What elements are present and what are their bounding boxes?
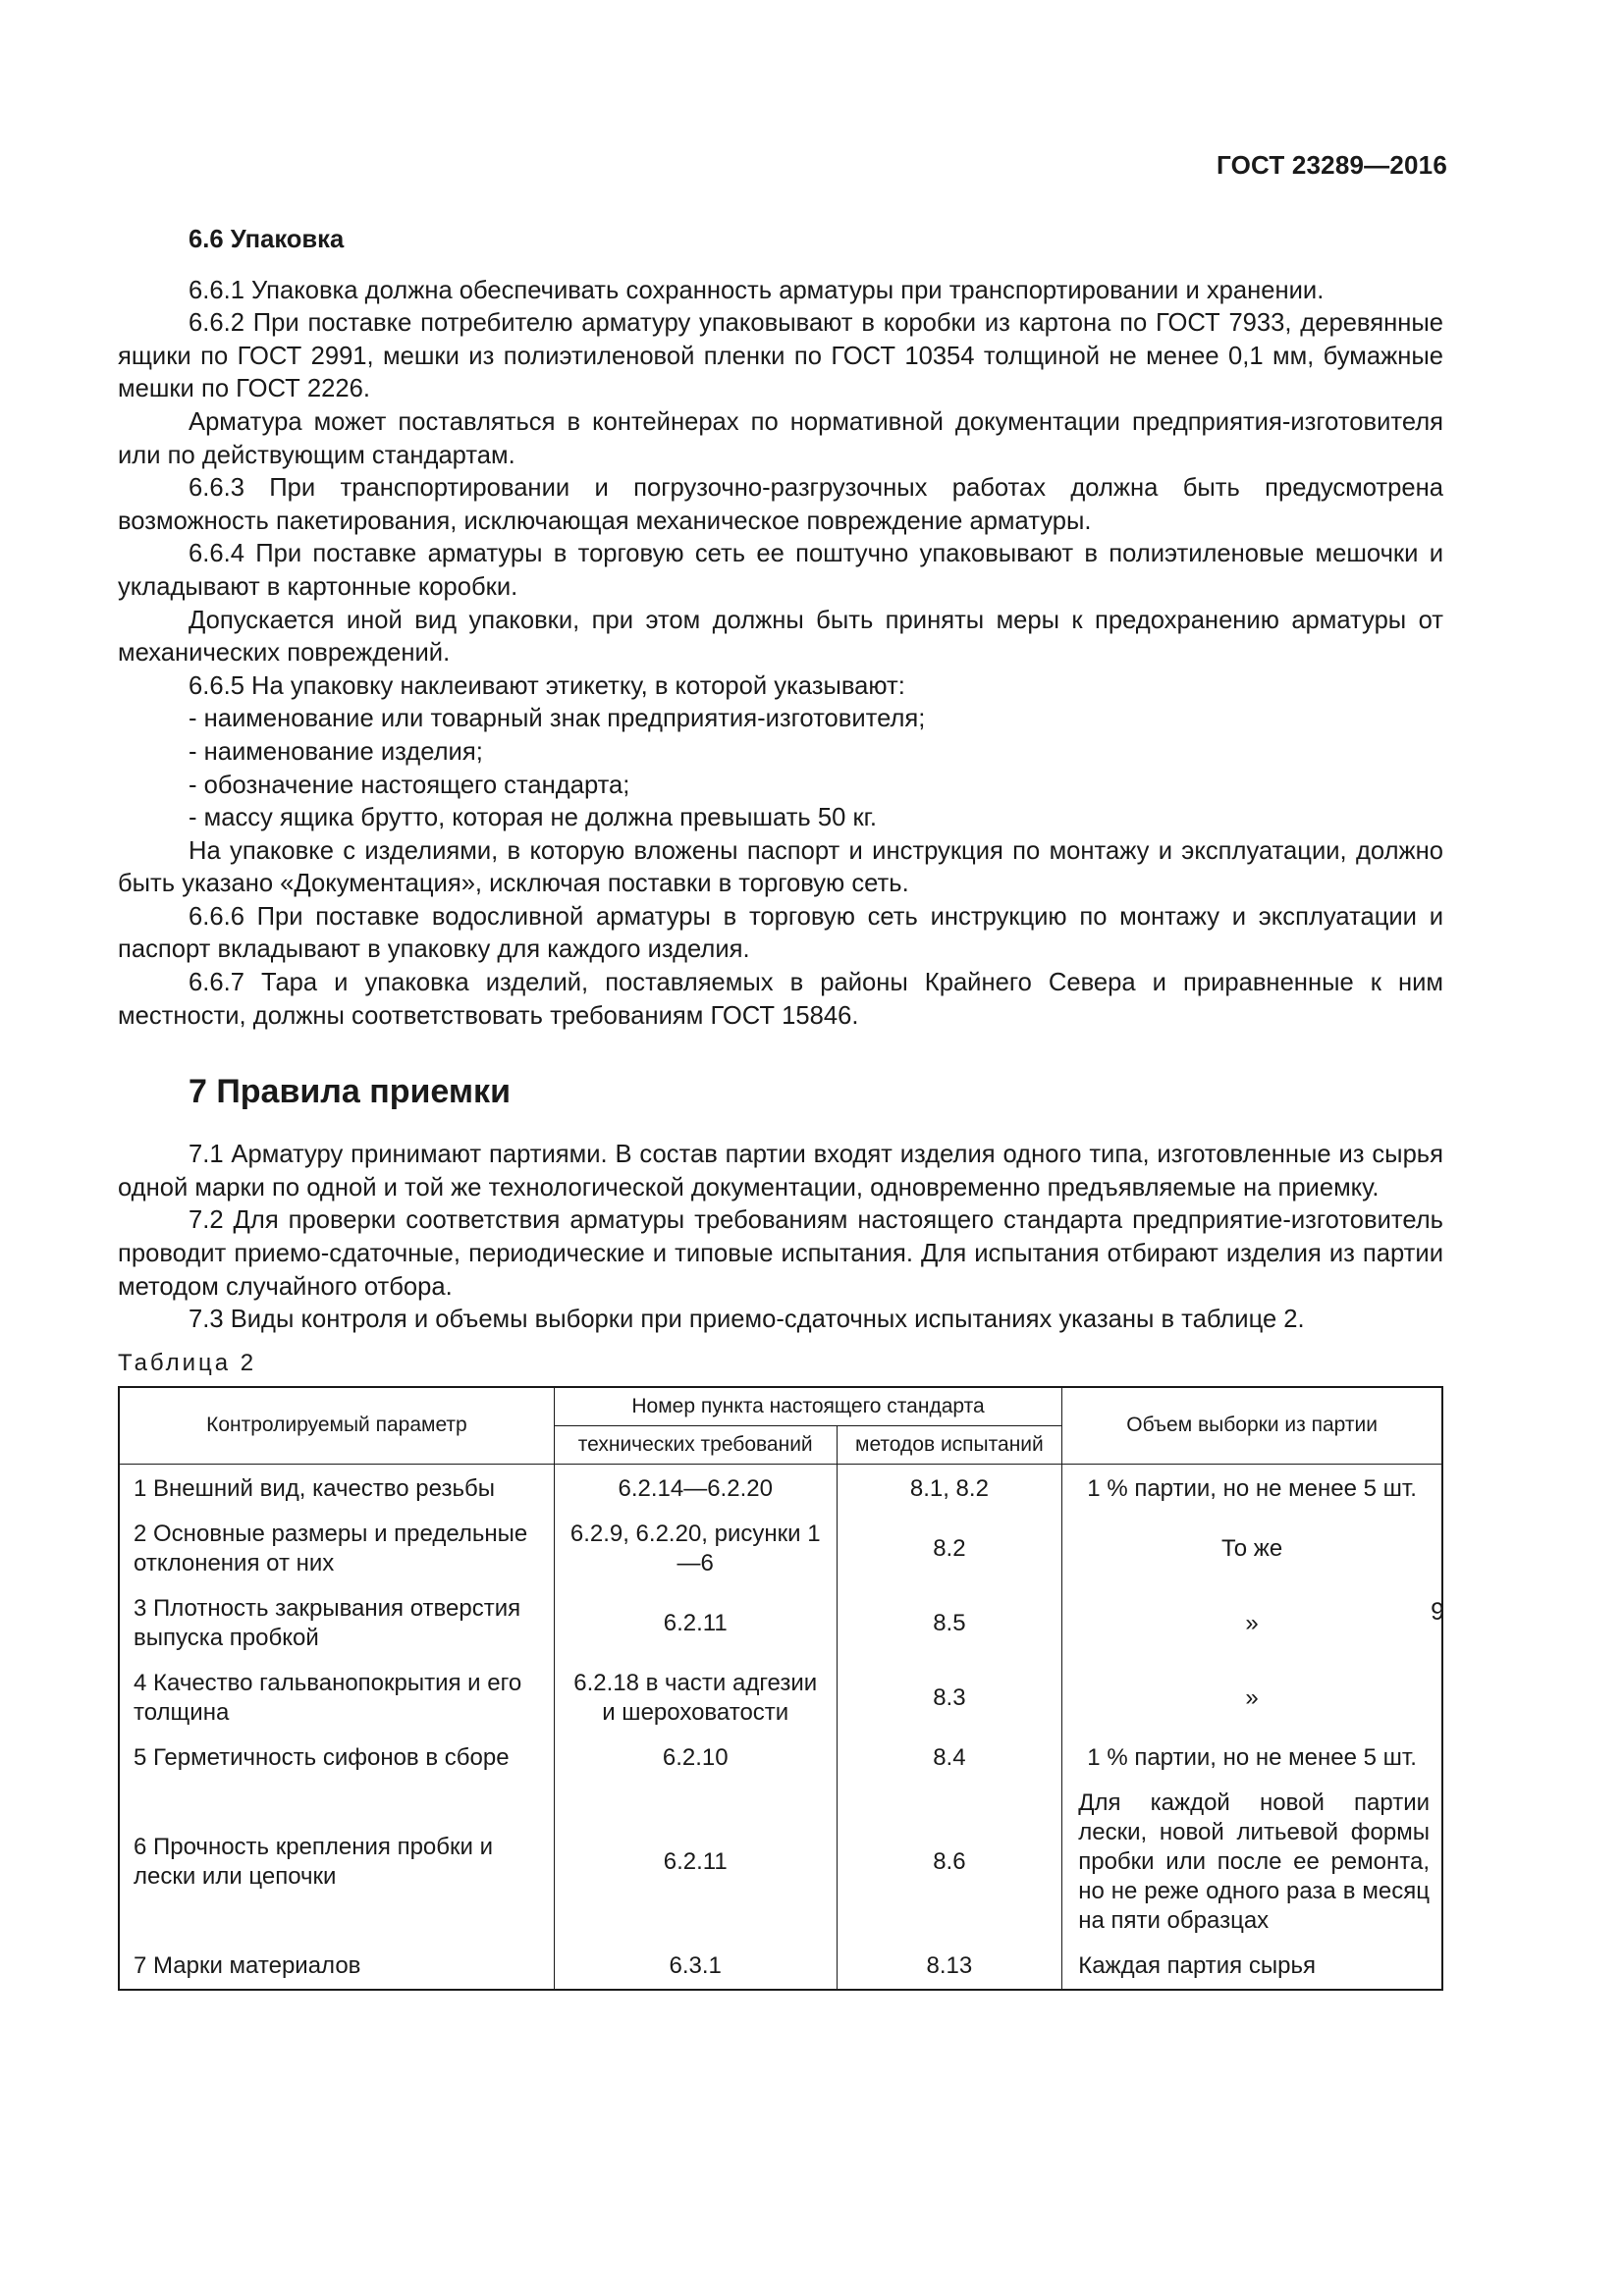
cell-methods: 8.13 bbox=[837, 1944, 1062, 1990]
header-volume: Объем выборки из партии bbox=[1062, 1387, 1442, 1465]
cell-param: 2 Основные размеры и предельные отклонения от них bbox=[119, 1512, 554, 1586]
cell-param: 7 Марки материалов bbox=[119, 1944, 554, 1990]
section-7-title: 7 Правила приемки bbox=[189, 1073, 511, 1111]
cell-tech: 6.2.14—6.2.20 bbox=[554, 1464, 837, 1512]
cell-methods: 8.3 bbox=[837, 1661, 1062, 1735]
cell-tech: 6.3.1 bbox=[554, 1944, 837, 1990]
table-row bbox=[119, 1735, 1442, 1781]
cell-param: 1 Внешний вид, качество резьбы bbox=[119, 1464, 554, 1512]
table-row bbox=[119, 1586, 1442, 1661]
cell-methods: 8.5 bbox=[837, 1586, 1062, 1661]
list-item: - массу ящика брутто, которая не должна превышать 50 кг. bbox=[189, 804, 877, 832]
list-item: - наименование изделия; bbox=[189, 737, 483, 766]
cell-volume: Каждая партия сырья bbox=[1062, 1944, 1442, 1990]
section-6-6-title: 6.6 Упаковка bbox=[189, 226, 345, 253]
cell-volume: » bbox=[1062, 1586, 1442, 1661]
paragraph: 6.6.2 При поставке потребителю арматуру упаковывают в коробки из картона по ГОСТ 7933, деревянные ящики по ГОСТ 2991, мешки из полиэтиленовой пленки по ГОСТ 10354 толщиной не менее 0,1 мм, бумажные мешки по ГОСТ 2226. bbox=[118, 309, 1443, 403]
cell-methods: 8.2 bbox=[837, 1512, 1062, 1586]
header-group: Номер пункта настоящего стандарта bbox=[554, 1387, 1061, 1426]
table-row bbox=[119, 1464, 1442, 1512]
paragraph: 6.6.1 Упаковка должна обеспечивать сохранность арматуры при транспортировании и хранении. bbox=[189, 276, 1325, 304]
paragraph: 7.2 Для проверки соответствия арматуры требованиям настоящего стандарта предприятие-изготовитель проводит приемо-сдаточные, периодические и типовые испытания. Для испытания отбирают изделия из партии методом случайного отбора. bbox=[118, 1206, 1443, 1301]
table-2 bbox=[118, 1386, 1443, 1991]
page-number: 9 bbox=[1431, 1598, 1444, 1626]
cell-methods: 8.4 bbox=[837, 1735, 1062, 1781]
cell-tech: 6.2.10 bbox=[554, 1735, 837, 1781]
cell-volume: 1 % партии, но не менее 5 шт. bbox=[1062, 1464, 1442, 1512]
header-param: Контролируемый параметр bbox=[119, 1387, 554, 1465]
paragraph: 6.6.6 При поставке водосливной арматуры в торговую сеть инструкцию по монтажу и эксплуатации и паспорт вкладывают в упаковку для каждого изделия. bbox=[118, 902, 1443, 964]
cell-volume: Для каждой новой партии лески, новой литьевой формы пробки или после ее ремонта, но не реже одного раза в месяц на пяти образцах bbox=[1062, 1781, 1442, 1944]
header-methods: методов испытаний bbox=[837, 1425, 1062, 1464]
list-item: - наименование или товарный знак предприятия-изготовителя; bbox=[189, 705, 926, 733]
paragraph: Арматура может поставляться в контейнерах по нормативной документации предприятия-изготовителя или по действующим стандартам. bbox=[118, 407, 1443, 469]
cell-param: 4 Качество гальванопокрытия и его толщина bbox=[119, 1661, 554, 1735]
paragraph: На упаковке с изделиями, в которую вложены паспорт и инструкция по монтажу и эксплуатации, должно быть указано «Документация», исключая поставки в торговую сеть. bbox=[118, 836, 1443, 898]
cell-volume: 1 % партии, но не менее 5 шт. bbox=[1062, 1735, 1442, 1781]
cell-param: 6 Прочность крепления пробки и лески или цепочки bbox=[119, 1781, 554, 1944]
table-row bbox=[119, 1512, 1442, 1586]
paragraph: 7.1 Арматуру принимают партиями. В состав партии входят изделия одного типа, изготовленные из сырья одной марки по одной и той же технологической документации, одновременно предъявляемые на приемку. bbox=[118, 1141, 1443, 1201]
cell-volume: » bbox=[1062, 1661, 1442, 1735]
cell-tech: 6.2.18 в части адгезии и шероховатости bbox=[554, 1661, 837, 1735]
paragraph: 7.3 Виды контроля и объемы выборки при приемо-сдаточных испытаниях указаны в таблице 2. bbox=[189, 1306, 1305, 1334]
paragraph: 6.6.7 Тара и упаковка изделий, поставляемых в районы Крайнего Севера и приравненные к ним местности, должны соответствовать требованиям ГОСТ 15846. bbox=[118, 969, 1443, 1030]
cell-param: 5 Герметичность сифонов в сборе bbox=[119, 1735, 554, 1781]
paragraph: 6.6.4 При поставке арматуры в торговую сеть ее поштучно упаковывают в полиэтиленовые мешочки и укладывают в картонные коробки. bbox=[118, 540, 1443, 601]
paragraph: Допускается иной вид упаковки, при этом должны быть приняты меры к предохранению арматуры от механических повреждений. bbox=[118, 606, 1443, 667]
cell-methods: 8.6 bbox=[837, 1781, 1062, 1944]
cell-methods: 8.1, 8.2 bbox=[837, 1464, 1062, 1512]
cell-volume: То же bbox=[1062, 1512, 1442, 1586]
header-tech: технических требований bbox=[554, 1425, 837, 1464]
document-id-header: ГОСТ 23289—2016 bbox=[1217, 150, 1447, 180]
paragraph: 6.6.3 При транспортировании и погрузочно-разгрузочных работах должна быть предусмотрена возможность пакетирования, исключающая механическое повреждение арматуры. bbox=[118, 474, 1443, 535]
table-row bbox=[119, 1661, 1442, 1735]
table-caption: Таблица 2 bbox=[118, 1349, 257, 1376]
table-row bbox=[119, 1781, 1442, 1944]
cell-param: 3 Плотность закрывания отверстия выпуска пробкой bbox=[119, 1586, 554, 1661]
table-row bbox=[119, 1944, 1442, 1990]
cell-tech: 6.2.9, 6.2.20, рисунки 1—6 bbox=[554, 1512, 837, 1586]
paragraph: 6.6.5 На упаковку наклеивают этикетку, в которой указывают: bbox=[189, 671, 905, 700]
cell-tech: 6.2.11 bbox=[554, 1781, 837, 1944]
cell-tech: 6.2.11 bbox=[554, 1586, 837, 1661]
list-item: - обозначение настоящего стандарта; bbox=[189, 771, 630, 799]
document-body bbox=[118, 224, 1443, 1991]
